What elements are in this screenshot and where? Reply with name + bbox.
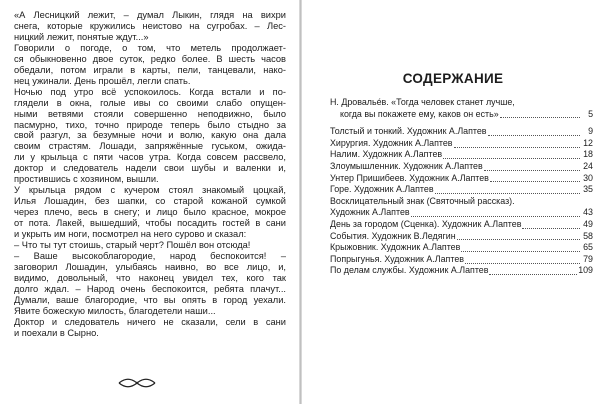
text-line: глядели в окна, голые ивы со своими слабо опущен- bbox=[14, 97, 286, 108]
text-line: своим страстям. Лошади, запряжённые гуськом, ожида- bbox=[14, 141, 286, 152]
toc-entry[interactable] bbox=[330, 173, 593, 185]
toc-entry[interactable] bbox=[330, 161, 593, 173]
text-line: нец ужинали. День прошёл, легли спать. bbox=[14, 75, 191, 86]
toc-entry-title-line2: Художник А.Лаптев bbox=[330, 207, 410, 218]
toc-leader-dots bbox=[435, 192, 580, 194]
text-line: ницкий лежит, понятые ждут...» bbox=[14, 31, 149, 42]
story-text bbox=[14, 10, 286, 339]
toc-page-number: 9 bbox=[588, 126, 593, 137]
text-line: заговорил Лошадин, улыбаясь наивно, во все лицо, и, bbox=[14, 261, 286, 272]
toc-title: СОДЕРЖАНИЕ bbox=[402, 71, 504, 86]
text-line: простившись с хозяином, вышли. bbox=[14, 174, 159, 185]
paragraph bbox=[14, 240, 286, 251]
toc-entry[interactable] bbox=[330, 126, 593, 138]
toc-leader-dots bbox=[465, 262, 580, 264]
toc-entry-title: Унтер Пришибеев. Художник А.Лаптев bbox=[330, 172, 489, 183]
paragraph bbox=[14, 185, 286, 240]
toc-page-number: 79 bbox=[583, 253, 593, 264]
toc-page-number: 35 bbox=[583, 184, 593, 195]
toc-entry-title: Злоумышленник. Художник А.Лаптев bbox=[330, 160, 483, 171]
toc-leader-dots bbox=[454, 146, 580, 148]
toc-leader-dots bbox=[443, 157, 580, 159]
toc-entry[interactable] bbox=[330, 149, 593, 161]
text-line: У крыльца рядом с кучером стоял знакомый цоцкай, bbox=[14, 185, 286, 196]
toc-entry-title: День за городом (Сценка). Художник А.Лаптев bbox=[330, 218, 522, 229]
text-line: Явите божескую милость, благодетели наши... bbox=[14, 305, 216, 316]
toc-leader-dots bbox=[522, 227, 580, 229]
text-line: ными ветвями стояли совершенно неподвижно, было bbox=[14, 108, 286, 119]
toc-entry[interactable] bbox=[330, 184, 593, 196]
toc-entry-title: По делам службы. Художник А.Лаптев bbox=[330, 265, 489, 276]
paragraph bbox=[14, 10, 286, 43]
toc-entry-title: Попрыгунья. Художник А.Лаптев bbox=[330, 253, 464, 264]
toc-page-number: 30 bbox=[583, 172, 593, 183]
paragraph bbox=[14, 43, 286, 87]
toc-page-number: 65 bbox=[583, 242, 593, 253]
toc-page-number: 58 bbox=[583, 230, 593, 241]
toc-page-number: 43 bbox=[583, 207, 593, 218]
toc-entry-title-continued: когда вы покажете ему, каков он есть» bbox=[340, 108, 499, 119]
text-line: видимо, довольный, что наконец увидел тех, кого так bbox=[14, 272, 286, 283]
toc-entry[interactable] bbox=[330, 242, 593, 254]
toc-entry[interactable] bbox=[330, 231, 593, 243]
toc-leader-dots bbox=[461, 250, 580, 252]
toc-entry[interactable] bbox=[330, 265, 593, 277]
text-line: Говорили о погоде, о том, что метель продолжает- bbox=[14, 42, 286, 53]
toc-page-number: 5 bbox=[588, 108, 593, 119]
text-line: Ночью под утро всё успокоилось. Когда встали и по- bbox=[14, 86, 286, 97]
paragraph bbox=[14, 317, 286, 339]
toc-page-number: 109 bbox=[578, 265, 593, 276]
toc-leader-dots bbox=[490, 180, 580, 182]
text-line: – Ваше высокоблагородие, народ беспокоится! – bbox=[14, 250, 286, 261]
text-line: пасмурно, тихо, точно природе теперь было стыдно за bbox=[14, 119, 286, 130]
toc-page-number: 49 bbox=[583, 218, 593, 229]
toc-entry[interactable] bbox=[330, 196, 593, 219]
toc-entry-title: Налим. Художник А.Лаптев bbox=[330, 149, 443, 160]
toc-entry[interactable] bbox=[330, 254, 593, 266]
toc-leader-dots bbox=[489, 273, 577, 275]
text-line: свой разгул, за безумные ночи и волю, какую она дала bbox=[14, 130, 286, 141]
toc-entry-title: Восклицательный знак (Святочный рассказ). bbox=[330, 195, 515, 206]
toc-entry-title: События. Художник В.Ледягин bbox=[330, 230, 456, 241]
text-line: «А Лесницкий лежит, – думал Лыкин, глядя на вихри bbox=[14, 10, 286, 20]
toc-entry[interactable] bbox=[330, 138, 593, 150]
toc-entry-title: Крыжовник. Художник А.Лаптев bbox=[330, 242, 461, 253]
text-line: ся обыкновенно двое суток, редко более. В шесть часов bbox=[14, 53, 286, 64]
text-line: через плечо, весь в снегу; и лицо было красное, мокрое bbox=[14, 207, 286, 218]
toc-page-number: 24 bbox=[583, 160, 593, 171]
table-of-contents bbox=[330, 97, 593, 277]
toc-entry-title: Хирургия. Художник А.Лаптев bbox=[330, 137, 453, 148]
text-line: – Что ты тут стоишь, старый черт? Пошёл вон отсюда! bbox=[14, 240, 251, 251]
toc-page-number: 18 bbox=[583, 149, 593, 160]
toc-entry-title: Н. Дровальéв. «Тогда человек станет лучше, bbox=[330, 97, 515, 107]
toc-entry-title: Толстый и тонкий. Художник А.Лаптев bbox=[330, 126, 487, 137]
paragraph bbox=[14, 87, 286, 186]
text-line: долго ждал. – Народ очень беспокоится, ребята плачут... bbox=[14, 283, 286, 294]
text-line: и укрыть им ноги, посмотрел на него сурово и сказал: bbox=[14, 229, 247, 240]
toc-leader-dots bbox=[488, 134, 581, 136]
text-line: Илья Лошадин, без шапки, со старой кожаной сумкой bbox=[14, 196, 286, 207]
ornament-divider bbox=[117, 377, 157, 389]
right-page bbox=[302, 0, 604, 404]
toc-page-number: 12 bbox=[583, 137, 593, 148]
text-line: обедали, потом играли в карты, пели, танцевали, нако- bbox=[14, 64, 286, 75]
toc-entry[interactable] bbox=[330, 219, 593, 231]
toc-leader-dots bbox=[411, 215, 580, 217]
left-page bbox=[0, 0, 299, 404]
text-line: Доктор и следователь ничего не сказали, сели в сани bbox=[14, 316, 286, 327]
toc-entry-title: Горе. Художник А.Лаптев bbox=[330, 184, 434, 195]
paragraph bbox=[14, 251, 286, 317]
text-line: от пота. Лакей, вышедший, чтобы посадить гостей в сани bbox=[14, 218, 286, 229]
toc-leader-dots bbox=[457, 238, 580, 240]
toc-leader-dots bbox=[500, 116, 580, 118]
text-line: снега, которые кружились неистово на сугробах. – Лес- bbox=[14, 20, 286, 31]
text-line: доктор и следователь надели свои шубы и валенки и, bbox=[14, 163, 286, 174]
text-line: Думали, ваше благородие, что вы опять в город уехали. bbox=[14, 294, 286, 305]
text-line: и поехали в Сырно. bbox=[14, 327, 99, 338]
text-line: ли у крыльца с пяти часов утра. Когда совсем рассвело, bbox=[14, 152, 286, 163]
toc-leader-dots bbox=[484, 169, 580, 171]
toc-entry[interactable] bbox=[330, 97, 593, 120]
